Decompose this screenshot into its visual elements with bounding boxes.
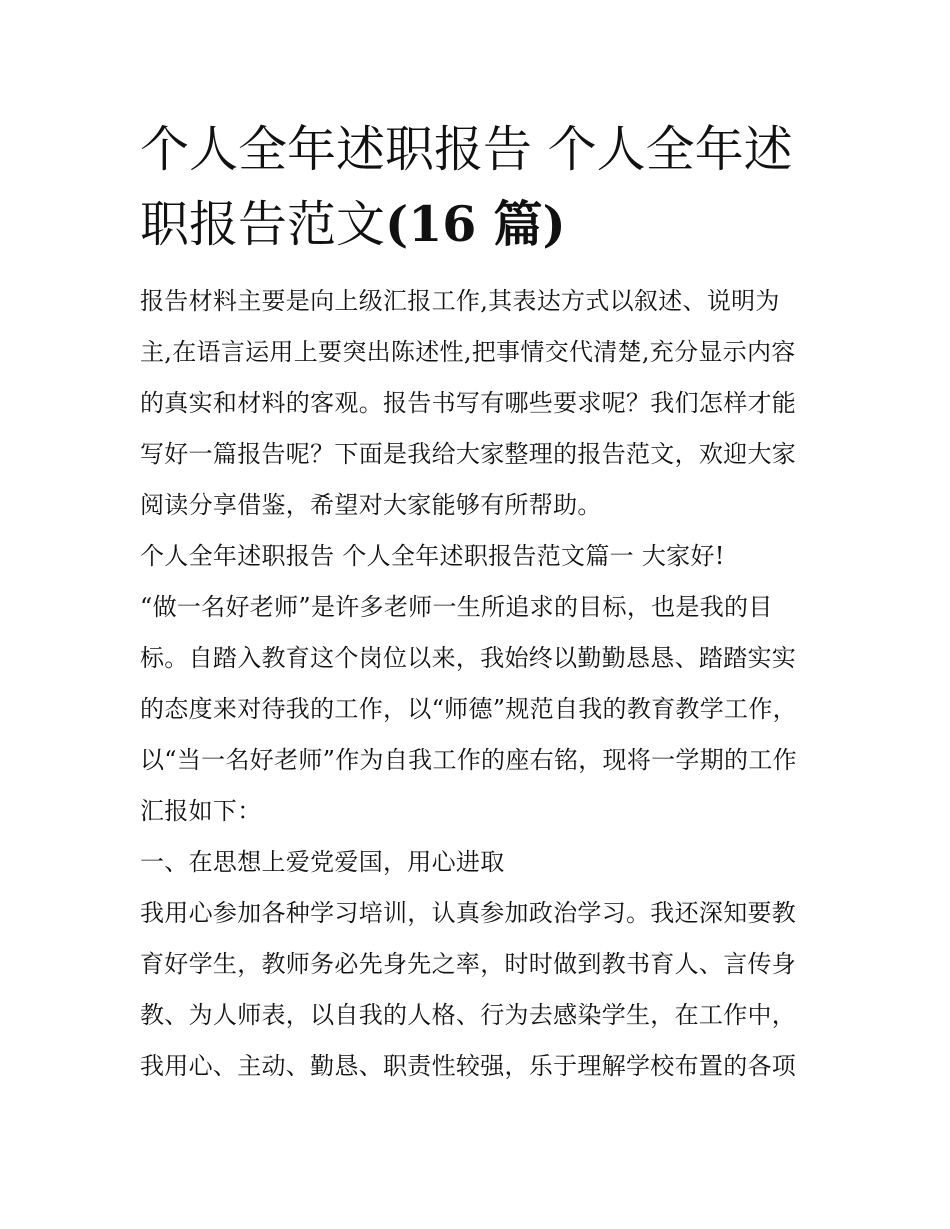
title-line-2-text: 职报告范文: [140, 196, 386, 253]
body-line: “做一名好老师”是许多老师一生所追求的目标，也是我的目: [140, 593, 773, 621]
body-line: 育好学生，教师务必先身先之率，时时做到教书育人、言传身: [140, 950, 797, 978]
body-line: 以“当一名好老师”作为自我工作的座右铭，现将一学期的工作: [140, 746, 797, 774]
body-line: 报告材料主要是向上级汇报工作,其表达方式以叙述、说明为: [140, 287, 780, 315]
body-line: 主,在语言运用上要突出陈述性,把事情交代清楚,充分显示内容: [140, 338, 796, 366]
body-line: 阅读分享借鉴，希望对大家能够有所帮助。: [140, 491, 602, 519]
body-line: 我用心、主动、勤恳、职责性较强，乐于理解学校布置的各项: [140, 1052, 797, 1080]
body-line: 的态度来对待我的工作，以“师德”规范自我的教育教学工作，: [140, 695, 797, 723]
title-line-1: 个人全年述职报告 个人全年述: [140, 121, 793, 178]
body-line: 标。自踏入教育这个岗位以来，我始终以勤勤恳恳、踏踏实实: [140, 644, 797, 672]
body-line: 汇报如下：: [140, 797, 262, 825]
subsection-heading: 一、在思想上爱党爱国，用心进取: [140, 848, 505, 876]
body-line: 我用心参加各种学习培训，认真参加政治学习。我还深知要教: [140, 899, 797, 927]
body-line: 写好一篇报告呢？下面是我给大家整理的报告范文，欢迎大家: [140, 440, 797, 468]
title-count: (16 篇): [385, 195, 566, 253]
body-line: 的真实和材料的客观。报告书写有哪些要求呢？我们怎样才能: [140, 389, 797, 417]
page-title: [140, 112, 820, 262]
section-heading: 个人全年述职报告 个人全年述职报告范文篇一 大家好!: [140, 542, 725, 570]
document-body: [140, 276, 830, 1092]
body-line: 教、为人师表，以自我的人格、行为去感染学生，在工作中，: [140, 1001, 797, 1029]
title-line-2: [140, 187, 820, 262]
